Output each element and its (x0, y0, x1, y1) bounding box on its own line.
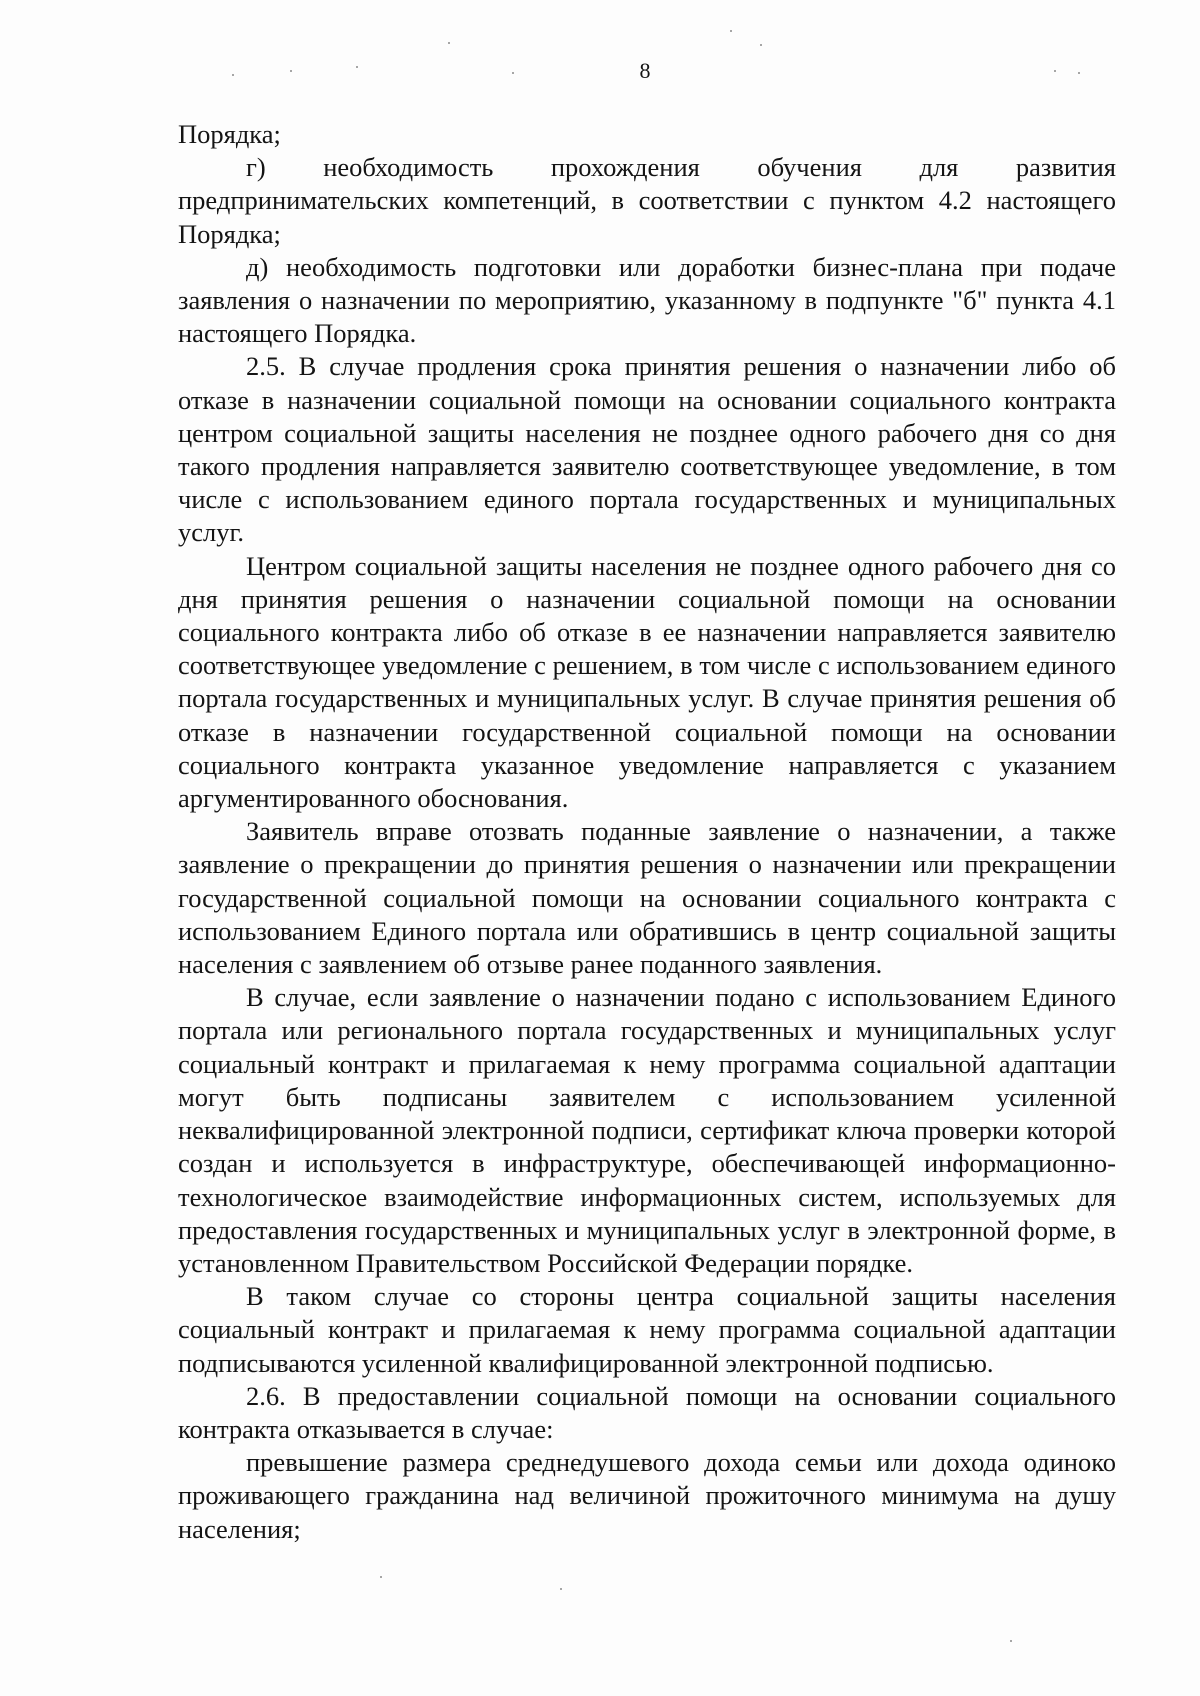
scan-speck (448, 42, 450, 44)
document-body (178, 118, 1116, 1546)
page-number: 8 (639, 58, 651, 83)
paragraph: г) необходимость прохождения обучения для развития предпринимательских компетенций, в соответствии с пунктом 4.2 настоящего Порядка; (178, 152, 1116, 249)
scan-speck (380, 1576, 382, 1578)
paragraph: Центром социальной защиты населения не позднее одного рабочего дня со дня принятия решения о назначении социальной помощи на основании социального контракта либо об отказе в ее назначении направляется заявителю соответствующее уведомление с решением, в том числе с использованием единого портала государственных и муниципальных услуг. В случае принятия решения об отказе в назначении государственной социальной помощи на основании социального контракта указанное уведомление направляется с указанием аргументированного обоснования. (178, 550, 1116, 814)
paragraph: д) необходимость подготовки или доработки бизнес-плана при подаче заявления о назначении по мероприятию, указанному в подпункте "б" пункта 4.1 настоящего Порядка. (178, 251, 1116, 349)
scan-speck (730, 30, 732, 32)
scan-speck (560, 1588, 562, 1590)
paragraph: Порядка; (178, 119, 281, 149)
paragraph: 2.6. В предоставлении социальной помощи на основании социального контракта отказывается в случае: (178, 1380, 1116, 1444)
paragraph: 2.5. В случае продления срока принятия решения о назначении либо об отказе в назначении социальной помощи на основании социального контракта центром социальной защиты населения не позднее одного рабочего дня со дня такого продления направляется заявителю соответствующее уведомление, в том числе с использованием единого портала государственных и муниципальных услуг. (178, 351, 1116, 548)
paragraph: Заявитель вправе отозвать поданные заявление о назначении, а также заявление о прекращении до принятия решения о назначении или прекращении государственной социальной помощи на основании социального контракта с использованием Единого портала или обратившись в центр социальной защиты населения с заявлением об отзыве ранее поданного заявления. (178, 816, 1116, 980)
scan-speck (760, 44, 762, 46)
paragraph: В таком случае со стороны центра социальной защиты населения социальный контракт и прилагаемая к нему программа социальной адаптации подписываются усиленной квалифицированной электронной подписью. (178, 1281, 1116, 1378)
paragraph: В случае, если заявление о назначении подано с использованием Единого портала или регионального портала государственных и муниципальных услуг социальный контракт и прилагаемая к нему программа социальной адаптации могут быть подписаны заявителем с использованием усиленной неквалифицированной электронной подписи, сертификат ключа проверки которой создан и используется в инфраструктуре, обеспечивающей информационно-технологическое взаимодействие информационных систем, используемых для предоставления государственных и муниципальных услуг в электронной форме, в установленном Правительством Российской Федерации порядке. (178, 982, 1116, 1278)
paragraph: превышение размера среднедушевого дохода семьи или дохода одиноко проживающего гражданина над величиной прожиточного минимума на душу населения; (178, 1447, 1116, 1544)
scan-speck (1010, 1640, 1012, 1642)
